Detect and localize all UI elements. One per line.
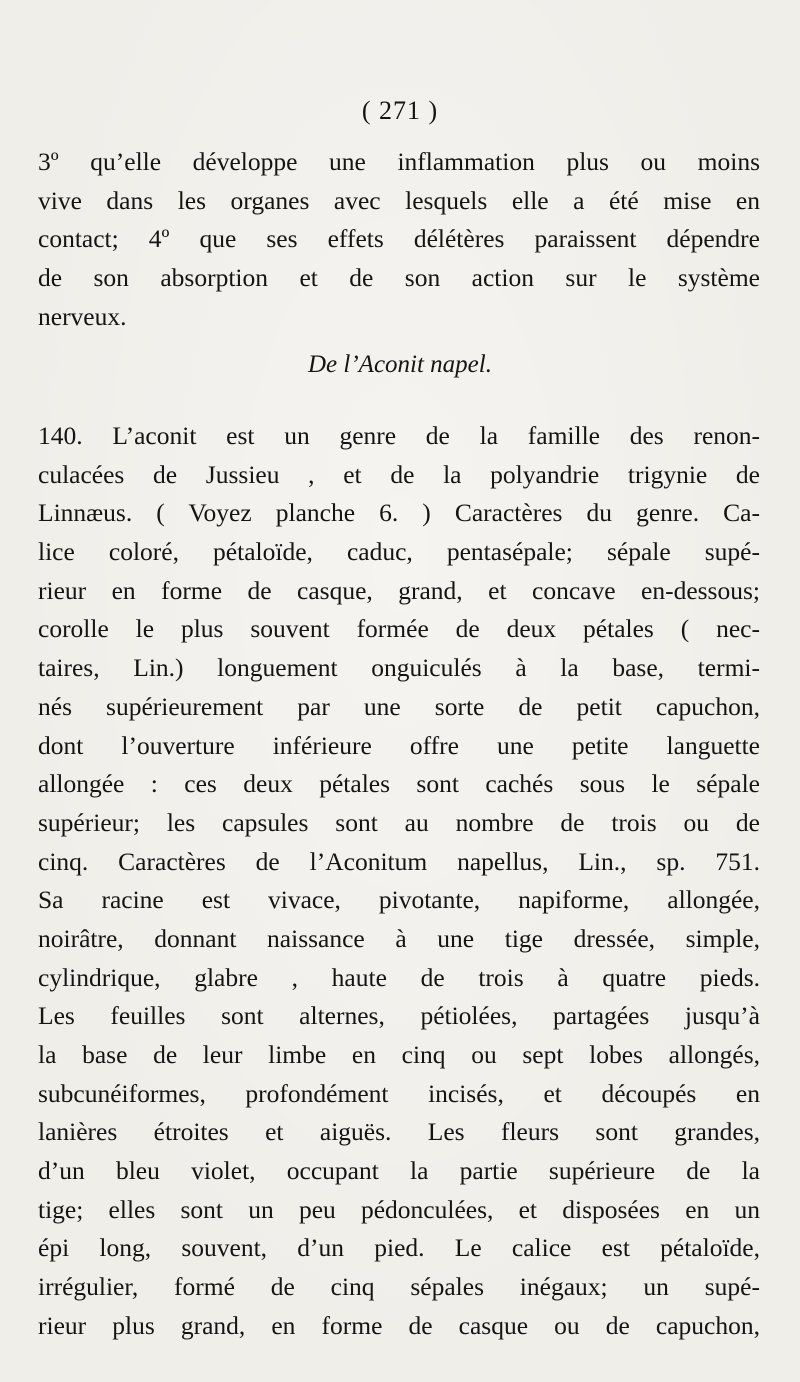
text-line: lanières étroites et aiguës. Les fleurs sont grandes,: [38, 1117, 760, 1147]
text-line: rieur en forme de casque, grand, et concave en-dessous;: [38, 575, 760, 605]
text-line: subcunéiformes, profondément incisés, et découpés en: [38, 1078, 760, 1108]
text-line: vive dans les organes avec lesquels elle a été mise en: [38, 185, 760, 215]
text-line: 140. L’aconit est un genre de la famille des renon-: [38, 421, 760, 450]
text-line: Sa racine est vivace, pivotante, napiforme, allongée,: [38, 885, 760, 915]
paragraph-aconit: [38, 417, 760, 1346]
paragraph-continued: [38, 143, 760, 336]
text-line: Les feuilles sont alternes, pétiolées, partagées jusqu’à: [38, 1001, 760, 1031]
page-number: ( 271 ): [361, 96, 439, 125]
text-line: tige; elles sont un peu pédonculées, et disposées en un: [38, 1194, 760, 1224]
text-line: noirâtre, donnant naissance à une tige dressée, simple,: [38, 923, 760, 953]
text-line: Linnæus. ( Voyez planche 6. ) Caractères du genre. Ca-: [38, 498, 760, 528]
section-heading: De l’Aconit napel.: [308, 351, 492, 378]
text-line: supérieur; les capsules sont au nombre de trois ou de: [38, 807, 760, 837]
text-line: irrégulier, formé de cinq sépales inégaux; un supé-: [38, 1272, 760, 1302]
text-line: épi long, souvent, d’un pied. Le calice est pétaloïde,: [38, 1233, 760, 1263]
text-line: de son absorption et de son action sur le système: [38, 263, 760, 293]
text-line: culacées de Jussieu , et de la polyandrie trigynie de: [38, 459, 760, 489]
text-line: nerveux.: [38, 301, 127, 331]
text-line: la base de leur limbe en cinq ou sept lobes allongés,: [38, 1040, 760, 1069]
text-line: 3º qu’elle développe une inflammation plus ou moins: [38, 147, 760, 176]
text-line: corolle le plus souvent formée de deux pétales ( nec-: [38, 614, 760, 644]
text-line: dont l’ouverture inférieure offre une petite languette: [38, 730, 760, 760]
text-line: allongée : ces deux pétales sont cachés sous le sépale: [38, 769, 760, 799]
text-line: lice coloré, pétaloïde, caduc, pentasépale; sépale supé-: [38, 537, 760, 567]
text-line: contact; 4º que ses effets délétères paraissent dépendre: [38, 224, 760, 254]
text-line: nés supérieurement par une sorte de petit capuchon,: [38, 691, 760, 721]
text-line: cinq. Caractères de l’Aconitum napellus, Lin., sp. 751.: [38, 846, 760, 876]
text-line: d’un bleu violet, occupant la partie supérieure de la: [38, 1156, 760, 1186]
text-line: cylindrique, glabre , haute de trois à quatre pieds.: [38, 962, 760, 992]
text-line: taires, Lin.) longuement onguiculés à la base, termi-: [38, 653, 760, 683]
text-line: rieur plus grand, en forme de casque ou de capuchon,: [38, 1310, 760, 1340]
